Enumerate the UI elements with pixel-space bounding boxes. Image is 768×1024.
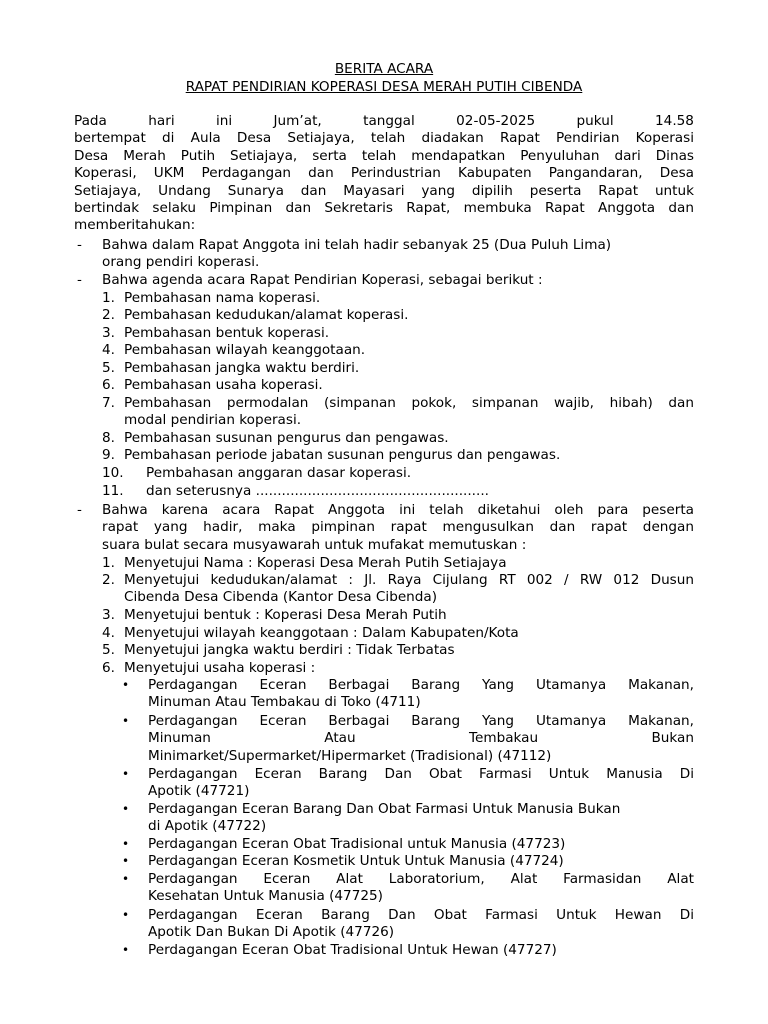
intro-line-4: Koperasi, UKM Perdagangan dan Perindustrian Kabupaten Pangandaran, Desa: [74, 165, 694, 182]
decision-item: 1. Menyetujui Nama : Koperasi Desa Merah Putih Setiajaya: [102, 555, 507, 571]
dash-marker: -: [77, 237, 82, 253]
agenda-item: 5. Pembahasan jangka waktu berdiri.: [102, 360, 360, 376]
agenda-item: 7. Pembahasan permodalan (simpanan pokok, simpanan wajib, hibah) dan modal pendirian koperasi.: [102, 395, 694, 429]
intro-line-2: bertempat di Aula Desa Setiajaya, telah diadakan Rapat Pendirian Koperasi: [74, 130, 694, 147]
bullet-marker: •: [122, 908, 130, 922]
business-item: • Perdagangan Eceran Barang Dan Obat Farmasi Untuk Manusia Di Apotik (47721): [122, 766, 694, 800]
bullet-marker: •: [122, 714, 130, 728]
business-item: • Perdagangan Eceran Barang Dan Obat Farmasi Untuk Manusia Bukan di Apotik (47722): [122, 801, 621, 835]
bullet-marker: •: [122, 767, 130, 781]
intro-paragraph: [74, 113, 694, 235]
agenda-item: 1. Pembahasan nama koperasi.: [102, 290, 321, 306]
statement-decision: - Bahwa karena acara Rapat Anggota ini telah diketahui oleh para peserta rapat yang hadir, maka pimpinan rapat mengusulkan dan rapat dengan suara bulat secara musyawarah untuk mufakat memutuskan :: [77, 502, 694, 553]
agenda-item: 11. dan seterusnya ......................................................: [102, 483, 489, 499]
business-item: • Perdagangan Eceran Berbagai Barang Yang Utamanya Makanan, Minuman Atau Tembakau Bukan Minimarket/Supermarket/Hipermarket (Tradisional) (47112): [122, 713, 694, 764]
decision-item: 2. Menyetujui kedudukan/alamat : Jl. Raya Cijulang RT 002 / RW 012 Dusun Cibenda Desa Cibenda (Kantor Desa Cibenda): [102, 572, 694, 606]
agenda-item: 6. Pembahasan usaha koperasi.: [102, 377, 323, 393]
intro-line-5: Setiajaya, Undang Sunarya dan Mayasari yang dipilih peserta Rapat untuk: [74, 182, 694, 199]
dash-marker: -: [77, 502, 82, 518]
agenda-item: 9. Pembahasan periode jabatan susunan pengurus dan pengawas.: [102, 447, 561, 463]
business-item: • Perdagangan Eceran Alat Laboratorium, Alat Farmasidan Alat Kesehatan Untuk Manusia (47725): [122, 871, 694, 905]
statement-attendance: - Bahwa dalam Rapat Anggota ini telah hadir sebanyak 25 (Dua Puluh Lima) orang pendiri koperasi.: [77, 237, 612, 271]
statement-agenda: - Bahwa agenda acara Rapat Pendirian Koperasi, sebagai berikut :: [77, 272, 543, 288]
bullet-marker: •: [122, 854, 130, 868]
business-item: • Perdagangan Eceran Kosmetik Untuk Untuk Manusia (47724): [122, 853, 564, 869]
intro-line-6: bertindak selaku Pimpinan dan Sekretaris Rapat, membuka Rapat Anggota dan: [74, 200, 694, 217]
intro-line-7: memberitahukan:: [74, 217, 196, 234]
agenda-item: 8. Pembahasan susunan pengurus dan pengawas.: [102, 430, 449, 446]
business-item: • Perdagangan Eceran Obat Tradisional Untuk Hewan (47727): [122, 942, 557, 958]
bullet-marker: •: [122, 943, 130, 957]
decision-item: 4. Menyetujui wilayah keanggotaan : Dalam Kabupaten/Kota: [102, 625, 519, 641]
bullet-marker: •: [122, 678, 130, 692]
bullet-marker: •: [122, 872, 130, 886]
intro-line-3: Desa Merah Putih Setiajaya, serta telah mendapatkan Penyuluhan dari Dinas: [74, 147, 694, 164]
bullet-marker: •: [122, 837, 130, 851]
intro-line-1: Pada hari ini Jum’at, tanggal 02-05-2025 pukul 14.58: [74, 113, 694, 129]
business-item: • Perdagangan Eceran Berbagai Barang Yang Utamanya Makanan, Minuman Atau Tembakau di Toko (4711): [122, 677, 694, 711]
decision-item: 6. Menyetujui usaha koperasi :: [102, 660, 316, 676]
dash-marker: -: [77, 272, 82, 288]
agenda-item: 3. Pembahasan bentuk koperasi.: [102, 325, 330, 341]
agenda-item: 2. Pembahasan kedudukan/alamat koperasi.: [102, 307, 409, 323]
agenda-item: 4. Pembahasan wilayah keanggotaan.: [102, 342, 366, 358]
decision-item: 5. Menyetujui jangka waktu berdiri : Tidak Terbatas: [102, 642, 455, 658]
business-item: • Perdagangan Eceran Obat Tradisional untuk Manusia (47723): [122, 836, 566, 852]
business-item: • Perdagangan Eceran Barang Dan Obat Farmasi Untuk Hewan Di Apotik Dan Bukan Di Apotik (47726): [122, 907, 694, 941]
document-subtitle: RAPAT PENDIRIAN KOPERASI DESA MERAH PUTIH CIBENDA: [185, 79, 583, 95]
document-title: BERITA ACARA: [334, 61, 434, 77]
decision-item: 3. Menyetujui bentuk : Koperasi Desa Merah Putih: [102, 607, 447, 623]
bullet-marker: •: [122, 802, 130, 816]
agenda-item: 10. Pembahasan anggaran dasar koperasi.: [102, 465, 412, 481]
